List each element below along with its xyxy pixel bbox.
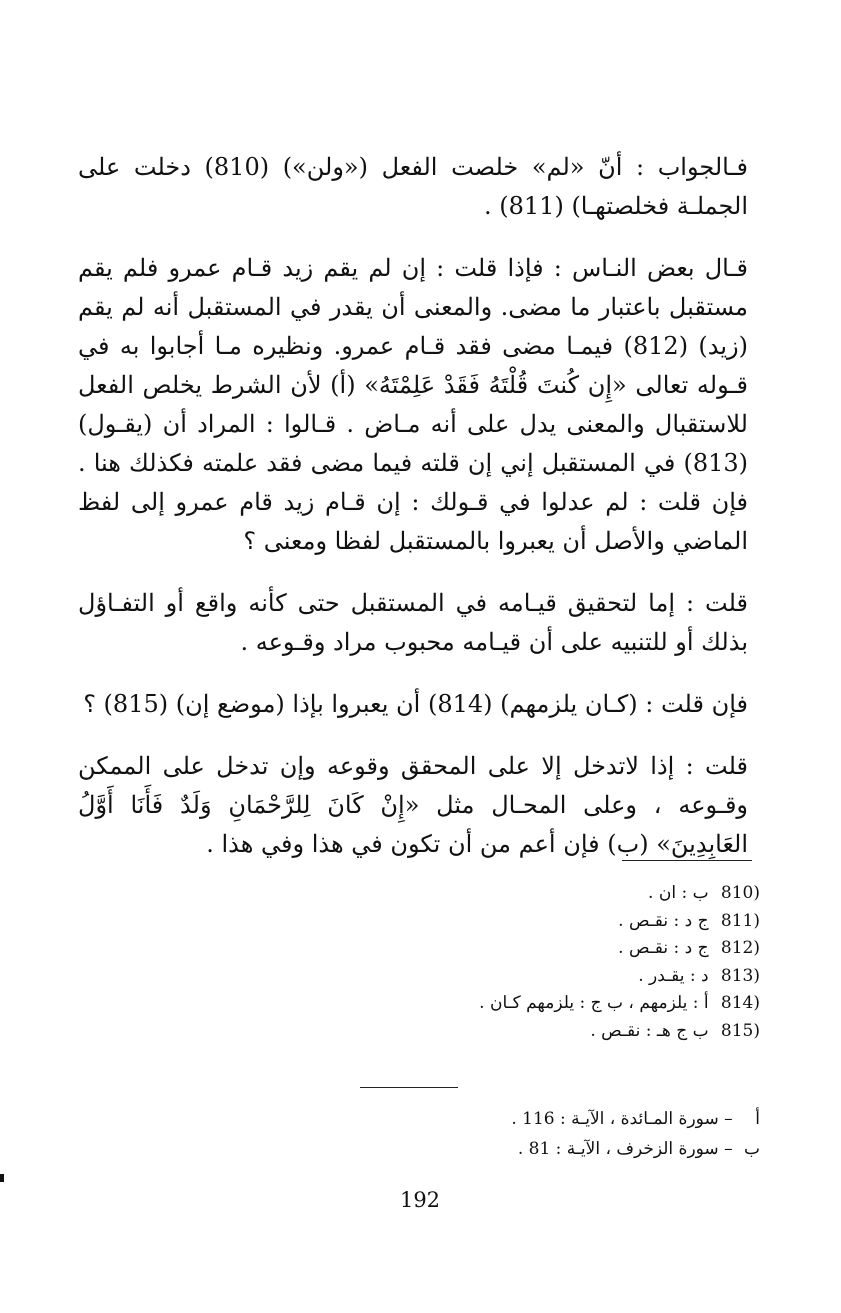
main-text	[78, 148, 748, 887]
paragraph-final-reply: قلت : إذا لاتدخل إلا على المحقق وقوعه وإن تدخل على الممكن وقـوعه ، وعلى المحـال مثل «إِنْ كَانَ لِلرَّحْمَانِ وَلَدٌ فَأَنَا أَوَّلُ العَابِدِينَ» (ب) فإن أعم من أن تكون في هذا وفي هذا .	[78, 752, 748, 858]
footnote-number: (810	[720, 883, 760, 903]
paragraph-question: فإن قلت : (كـان يلزمهم) (814) أن يعبروا بإذا (موضع إن) (815) ؟	[83, 690, 748, 718]
footnotes	[300, 880, 760, 1045]
paragraph-answer: فـالجواب : أنّ «لم» خلصت الفعل («ولن») (810) دخلت على الجملـة فخلصتهـا) (811) .	[78, 153, 748, 220]
footnote-item	[300, 908, 760, 936]
footnote-item	[300, 1018, 760, 1046]
footnote-item	[300, 935, 760, 963]
footnote-number: (815	[720, 1020, 760, 1041]
footnote-text: د : يقـدر .	[638, 965, 709, 986]
reference-item	[300, 1104, 760, 1134]
footnote-divider	[622, 860, 752, 861]
paragraph-objection: قـال بعض النـاس : فإذا قلت : إن لم يقم زيد قـام عمرو فلم يقم مستقبل باعتبار ما مضى. والمعنى أن يقدر في المستقبل أنه لم يقم (زيد) (812) فيمـا مضى فقد قـام عمرو. ونظيره مـا أجابوا به في قـوله تعالى «إِن كُنتَ قُلْتَهُ فَقَدْ عَلِمْتَهُ» (أ) لأن الشرط يخلص الفعل للاستقبال والمعنى يدل على أنه مـاض . قـالوا : المراد أن (يقـول) (813) في المستقبل إني إن قلته فيما مضى فقد علمته فكذلك هنا . فإن قلت : لم عدلوا في قـولك : إن قـام زيد قام عمرو إلى لفظ الماضي والأصل أن يعبروا بالمستقبل لفظا ومعنى ؟	[78, 254, 748, 555]
footnote-text: ب ج هـ : نقـص .	[590, 1020, 709, 1041]
footnote-item	[300, 963, 760, 991]
footnote-number: (812	[720, 938, 760, 958]
footnote-text: ج د : نقـص .	[618, 910, 709, 931]
reference-divider	[360, 1087, 458, 1088]
footnote-number: (811	[720, 910, 760, 931]
footnote-item	[300, 880, 760, 908]
reference-item	[300, 1134, 760, 1164]
footnote-text: ج د : نقـص .	[618, 938, 709, 958]
reference-letter: ب	[743, 1139, 760, 1159]
quran-references	[300, 1104, 760, 1164]
page-number: 192	[399, 1188, 441, 1212]
footnote-text: أ : يلزمهم ، ب ج : يلزمهم كـان .	[479, 993, 709, 1013]
footnote-number: (813	[720, 965, 760, 986]
footnote-text: ب : ان .	[648, 883, 709, 903]
reference-text: – سورة المـائدة ، الآيـة : 116 .	[511, 1109, 733, 1129]
footnote-number: (814	[720, 993, 760, 1013]
reference-text: – سورة الزخرف ، الآيـة : 81 .	[517, 1139, 733, 1159]
scan-edge-mark	[0, 1174, 4, 1182]
reference-letter: أ	[755, 1109, 760, 1129]
footnote-item	[300, 990, 760, 1018]
paragraph-reply: قلت : إما لتحقيق قيـامه في المستقبل حتى كأنه واقع أو التفـاؤل بذلك أو للتنبيه على أن قيـامه محبوب مراد وقـوعه .	[78, 589, 748, 656]
